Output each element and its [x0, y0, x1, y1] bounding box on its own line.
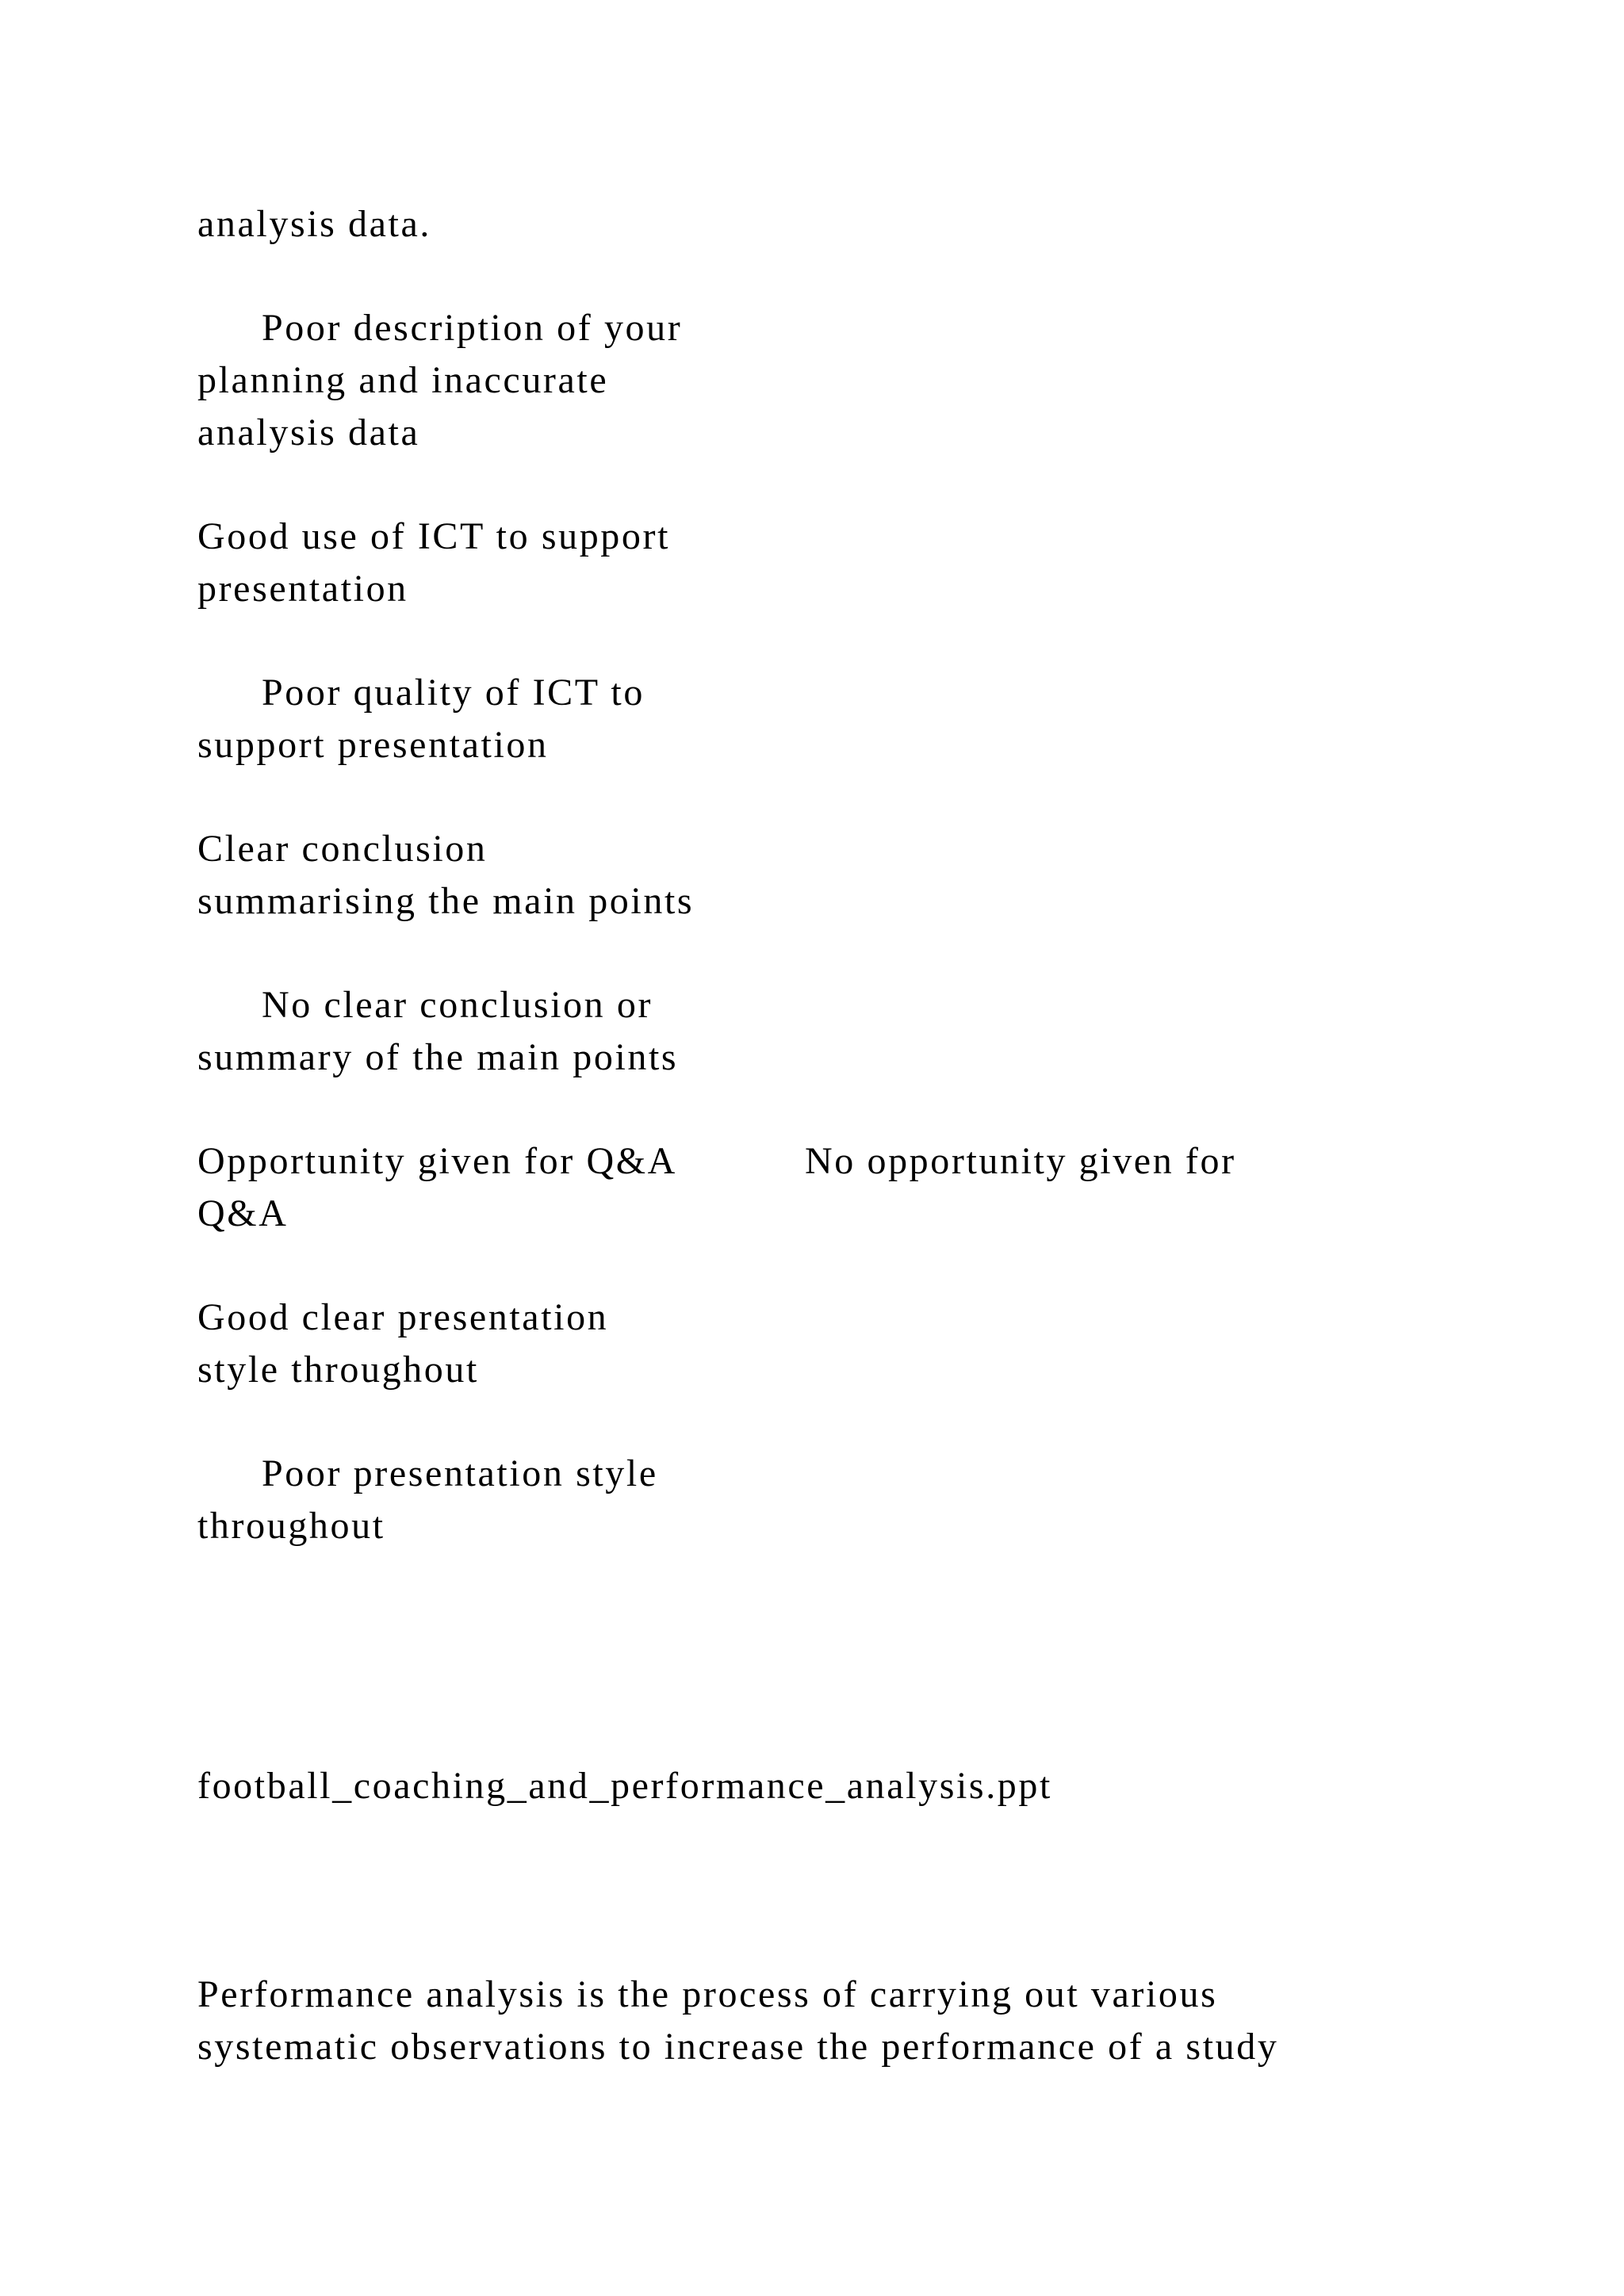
file-name: football_coaching_and_performance_analysis.ppt — [197, 1765, 1052, 1807]
text-line: summary of the main points — [197, 1036, 679, 1078]
text-line: Poor quality of ICT to — [262, 672, 645, 714]
text-line: No opportunity given for — [805, 1140, 1236, 1182]
text-line: Clear conclusion — [197, 828, 488, 870]
text-line: Q&A — [197, 1192, 289, 1234]
text-line: Good clear presentation — [197, 1296, 609, 1338]
text-line: planning and inaccurate — [197, 359, 609, 401]
text-line: Poor presentation style — [262, 1452, 658, 1494]
text-line: summarising the main points — [197, 880, 695, 922]
text-line: throughout — [197, 1505, 385, 1547]
text-line: Opportunity given for Q&A — [197, 1140, 677, 1182]
text-line: support presentation — [197, 724, 549, 766]
text-line: analysis data — [197, 411, 420, 453]
text-line: Performance analysis is the process of carrying out various — [197, 1973, 1218, 2015]
text-line: Poor description of your — [262, 307, 683, 349]
text-line: presentation — [197, 568, 408, 610]
text-line: style throughout — [197, 1349, 479, 1391]
text-line: systematic observations to increase the performance of a study — [197, 2026, 1279, 2068]
text-line: Good use of ICT to support — [197, 515, 671, 557]
text-line: analysis data. — [197, 203, 431, 245]
text-line: No clear conclusion or — [262, 984, 653, 1026]
